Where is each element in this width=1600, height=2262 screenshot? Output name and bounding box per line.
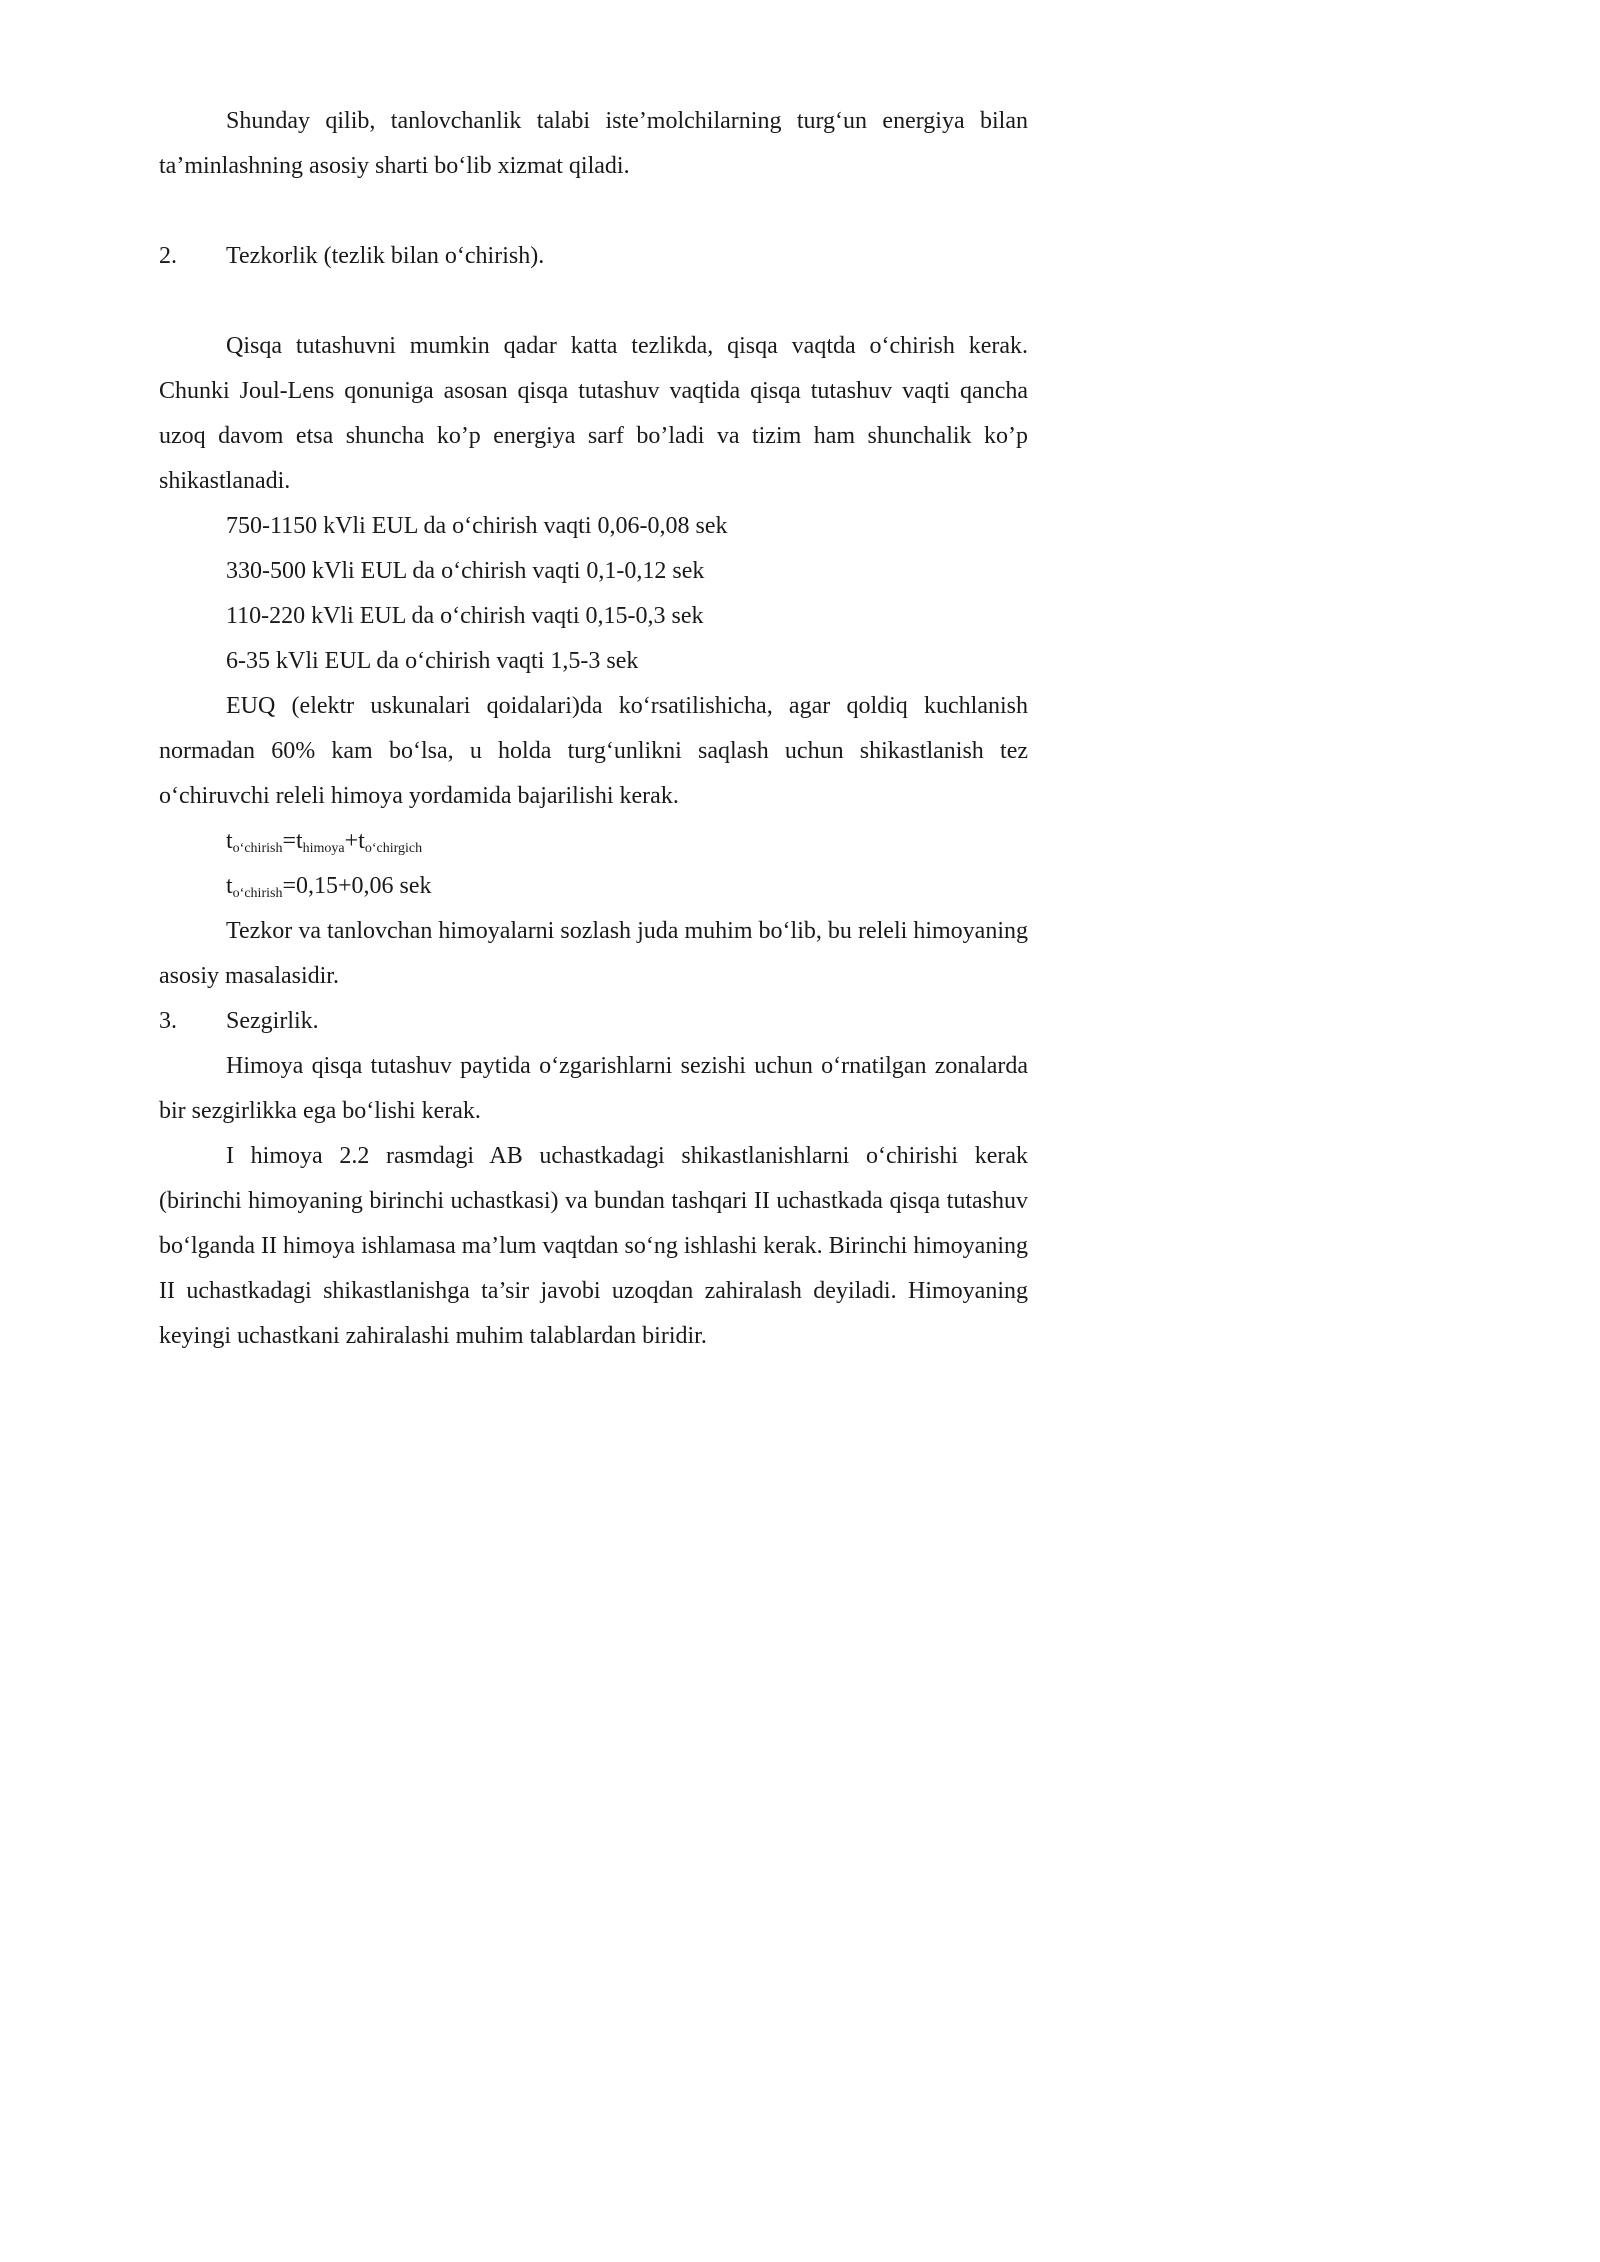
- formula-symbol: t: [226, 828, 233, 854]
- document-page: [159, 99, 1028, 1359]
- paragraph-euq-rule: EUQ (elektr uskunalari qoidalari)da ko‘rsatilishicha, agar qoldiq kuchlanish normadan 60% kam bo‘lsa, u holda turg‘unlikni saqlash uchun shikastlanish tez o‘chiruvchi releli himoya yordamida bajarilishi kerak.: [159, 693, 1028, 809]
- paragraph-backup-protection: I himoya 2.2 rasmdagi AB uchastkadagi shikastlanishlarni o‘chirishi kerak (birinchi himoyaning birinchi uchastkasi) va bundan tashqari II uchastkada qisqa tutashuv bo‘lganda II himoya ishlamasa ma’lum vaqtdan so‘ng ishlashi kerak. Birinchi himoyaning II uchastkadagi shikastlanishga ta’sir javobi uzoqdan zahiralash deyiladi. Himoyaning keyingi uchastkani zahiralashi muhim talablardan biridir.: [159, 1143, 1028, 1349]
- formula-trip-time: [159, 819, 1028, 864]
- formula-trip-time-value: [159, 864, 1028, 909]
- spacer: [159, 189, 1028, 234]
- list-item-trip-time: 110-220 kVli EUL da o‘chirish vaqti 0,15-0,3 sek: [226, 603, 704, 629]
- formula-subscript: o‘chirgich: [364, 841, 423, 856]
- section-heading-sensitivity: [159, 999, 1028, 1044]
- section-number: 2.: [159, 243, 177, 269]
- formula-subscript: o‘chirish: [232, 886, 283, 901]
- list-item-trip-time: 330-500 kVli EUL da o‘chirish vaqti 0,1-0,12 sek: [226, 558, 705, 584]
- formula-symbol: +t: [344, 828, 365, 854]
- paragraph-relay-setting: Tezkor va tanlovchan himoyalarni sozlash juda muhim bo‘lib, bu releli himoyaning asosiy masalasidir.: [159, 918, 1028, 989]
- section-heading-speed: [159, 234, 1028, 279]
- list-item-trip-time: 6-35 kVli EUL da o‘chirish vaqti 1,5-3 sek: [226, 648, 639, 674]
- list-item-trip-time: 750-1150 kVli EUL da o‘chirish vaqti 0,06-0,08 sek: [226, 513, 728, 539]
- formula-subscript: himoya: [302, 841, 345, 856]
- paragraph-selectivity-conclusion: Shunday qilib, tanlovchanlik talabi iste’molchilarning turg‘un energiya bilan ta’minlashning asosiy sharti bo‘lib xizmat qiladi.: [159, 108, 1028, 179]
- section-title: Tezkorlik (tezlik bilan o‘chirish).: [226, 243, 545, 269]
- section-title: Sezgirlik.: [226, 1008, 319, 1034]
- formula-symbol: =t: [282, 828, 303, 854]
- section-number: 3.: [159, 1008, 177, 1034]
- paragraph-sensitivity: Himoya qisqa tutashuv paytida o‘zgarishlarni sezishi uchun o‘rnatilgan zonalarda bir sezgirlikka ega bo‘lishi kerak.: [159, 1053, 1028, 1124]
- formula-subscript: o‘chirish: [232, 841, 283, 856]
- paragraph-speed-explanation: Qisqa tutashuvni mumkin qadar katta tezlikda, qisqa vaqtda o‘chirish kerak. Chunki Joul-Lens qonuniga asosan qisqa tutashuv vaqtida qisqa tutashuv vaqti qancha uzoq davom etsa shuncha ko’p energiya sarf bo’ladi va tizim ham shunchalik ko’p shikastlanadi.: [159, 333, 1028, 494]
- spacer: [159, 279, 1028, 324]
- formula-value: =0,15+0,06 sek: [282, 873, 432, 899]
- formula-symbol: t: [226, 873, 233, 899]
